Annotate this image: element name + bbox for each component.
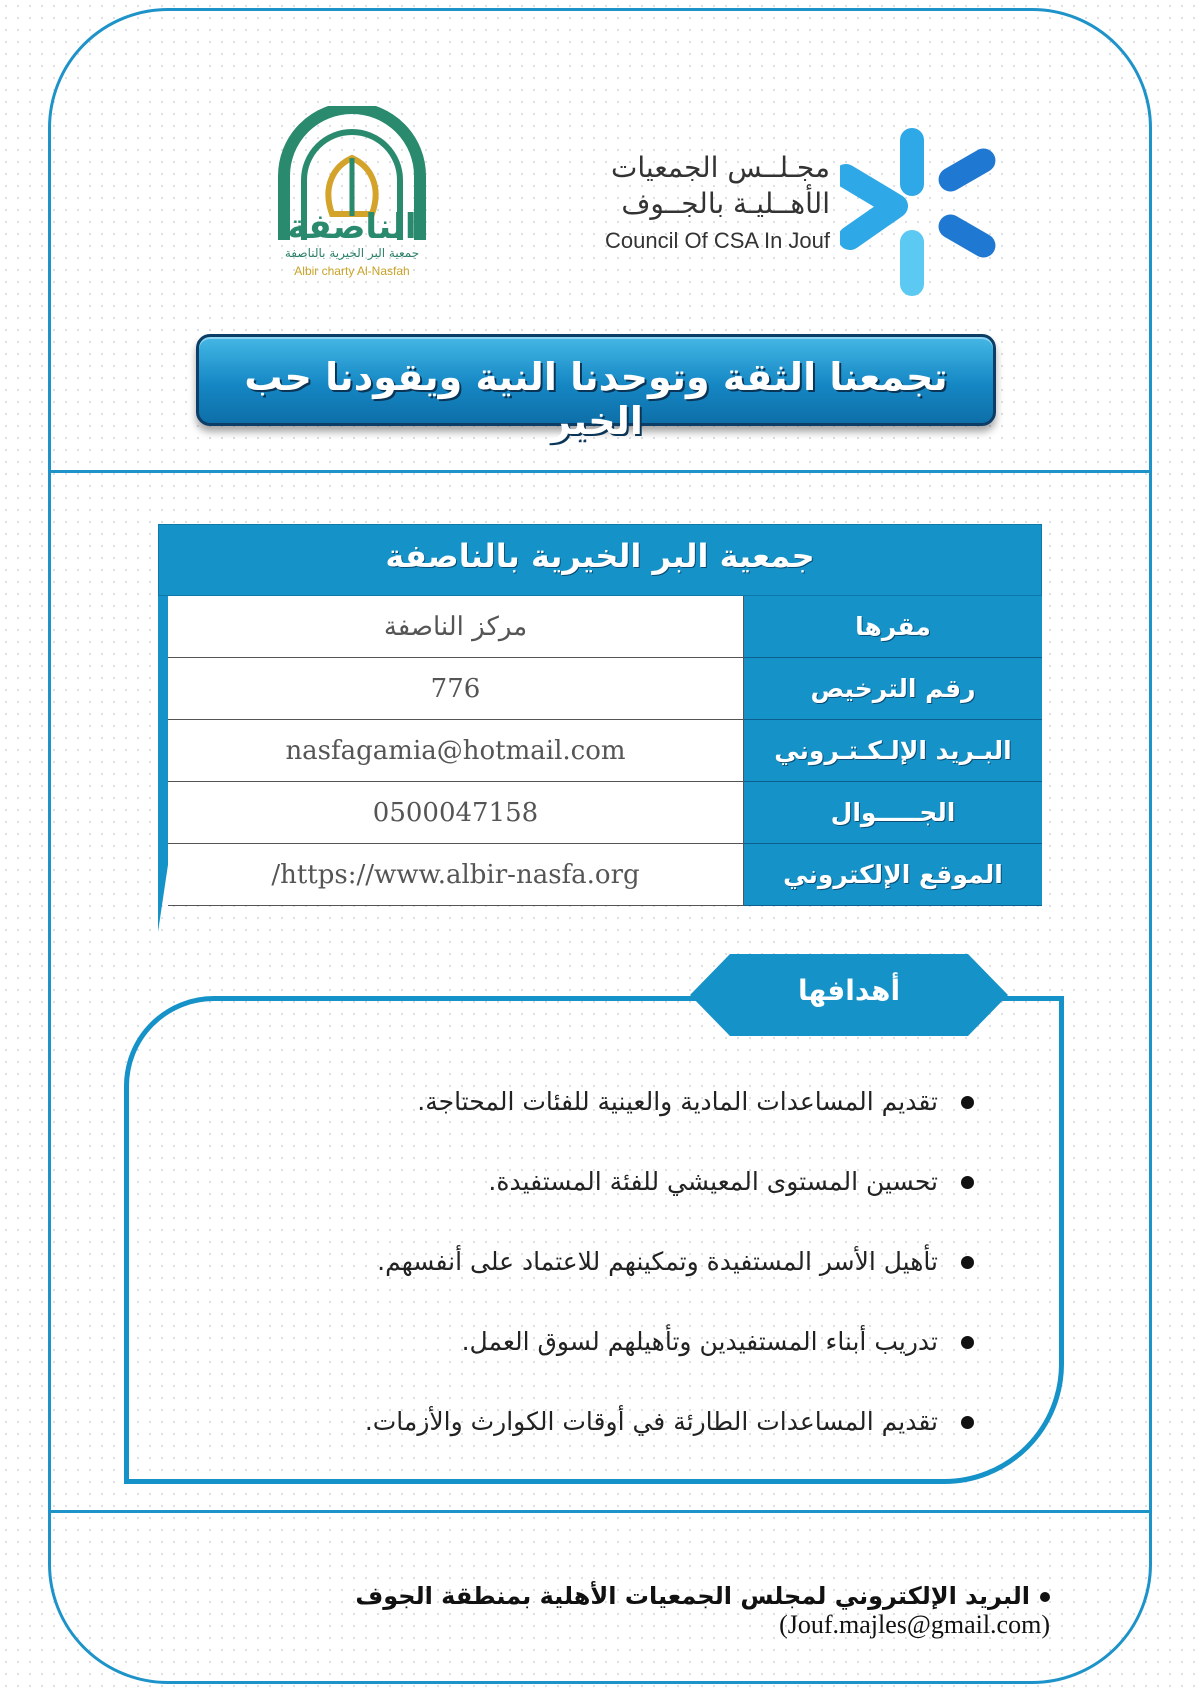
csa-name-line1: مجـلــس الجمعيات	[611, 151, 830, 184]
info-value-website[interactable]: /https://www.albir-nasfa.org	[168, 844, 744, 906]
goal-text: تأهيل الأسر المستفيدة وتمكينهم للاعتماد على أنفسهم.	[377, 1247, 938, 1276]
goal-item	[180, 1318, 980, 1398]
info-value-email[interactable]: nasfagamia@hotmail.com	[168, 720, 744, 782]
nafsa-logo-name: الناصفة	[287, 207, 417, 246]
footer-email[interactable]: (Jouf.majles@gmail.com)	[779, 1610, 1050, 1639]
info-label-mobile: الجـــــوال	[744, 782, 1042, 844]
info-label-location: مقرها	[744, 596, 1042, 658]
info-label-license: رقم الترخيص	[744, 658, 1042, 720]
goal-item	[180, 1238, 980, 1318]
goals-title: أهدافها	[797, 974, 901, 1007]
footer-divider	[48, 1510, 1152, 1513]
goal-text: تقديم المساعدات الطارئة في أوقات الكوارث والأزمات.	[364, 1407, 938, 1436]
csa-logo-text	[560, 150, 830, 256]
info-value-location: مركز الناصفة	[168, 596, 744, 658]
goals-list	[180, 1078, 980, 1478]
bullet-icon	[961, 1336, 974, 1349]
slogan-text: تجمعنا الثقة وتوحدنا النية ويقودنا حب الخير	[244, 355, 948, 443]
info-row	[168, 844, 1042, 906]
nafsa-logo-icon	[272, 106, 432, 246]
bullet-icon	[961, 1176, 974, 1189]
goal-item	[180, 1078, 980, 1158]
nafsa-subtitle-english: Albir charty Al-Nasfah	[294, 264, 410, 278]
csa-logo-icon	[840, 128, 1000, 298]
info-value-license: 776	[168, 658, 744, 720]
bullet-icon	[961, 1256, 974, 1269]
info-row	[168, 658, 1042, 720]
info-table-title: جمعية البر الخيرية بالناصفة	[385, 537, 815, 575]
goal-item	[180, 1398, 980, 1478]
footer-text: البريد الإلكتروني لمجلس الجمعيات الأهلية بمنطقة الجوف	[355, 1582, 1030, 1610]
goal-text: تدريب أبناء المستفيدين وتأهيلهم لسوق العمل.	[461, 1327, 938, 1356]
info-table-header	[158, 524, 1042, 596]
goal-text: تحسين المستوى المعيشي للفئة المستفيدة.	[488, 1167, 938, 1196]
nafsa-subtitle-arabic: جمعية البر الخيرية بالناصفة	[284, 246, 420, 260]
csa-name-line2: الأهــليـة بالجــوف	[621, 187, 830, 220]
info-label-website: الموقع الإلكتروني	[744, 844, 1042, 906]
bullet-icon	[961, 1416, 974, 1429]
footer-note	[190, 1582, 1050, 1640]
info-row	[168, 596, 1042, 658]
csa-name-english: Council Of CSA In Jouf	[605, 228, 830, 253]
info-label-email: البـريد الإلـكـتـروني	[744, 720, 1042, 782]
goal-text: تقديم المساعدات المادية والعينية للفئات المحتاجة.	[417, 1087, 938, 1116]
bullet-icon	[1040, 1592, 1050, 1602]
slogan-banner	[196, 334, 996, 443]
bullet-icon	[961, 1096, 974, 1109]
header-divider	[48, 470, 1152, 473]
info-row	[168, 782, 1042, 844]
info-value-mobile: 0500047158	[168, 782, 744, 844]
info-row	[168, 720, 1042, 782]
goal-item	[180, 1158, 980, 1238]
